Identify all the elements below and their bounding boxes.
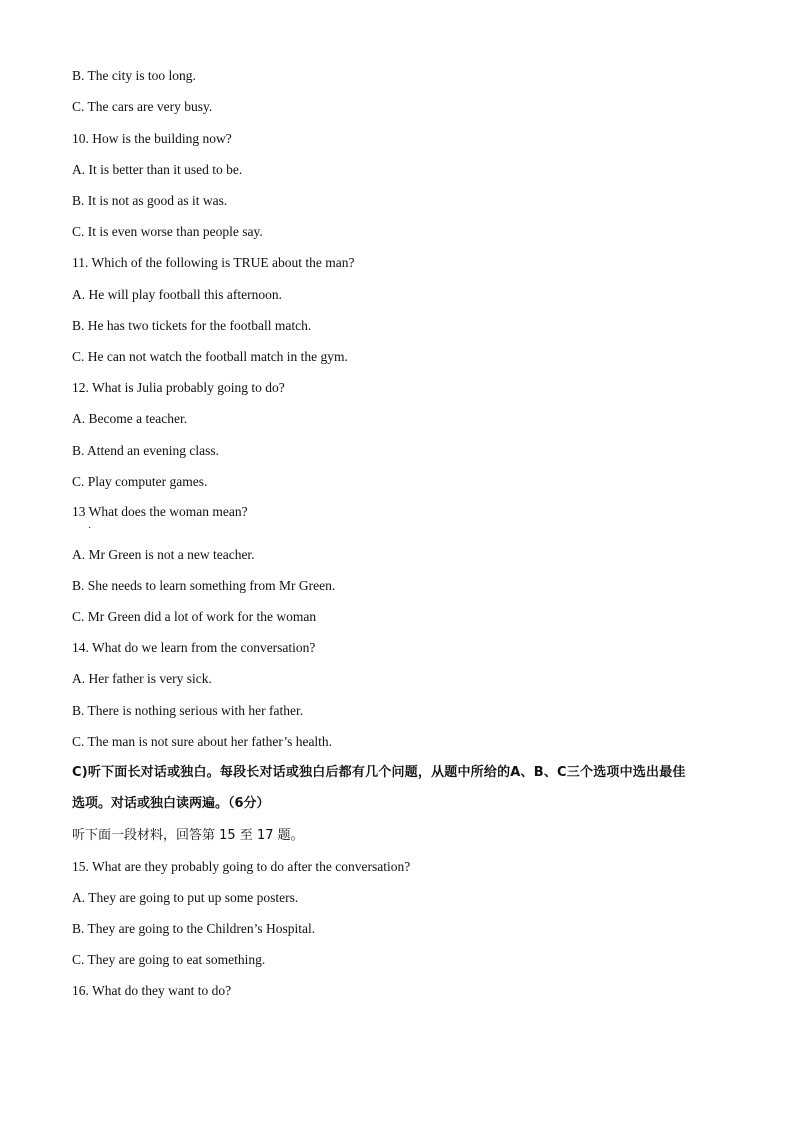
option-13a: A. Mr Green is not a new teacher. xyxy=(72,547,255,562)
question-12: 12. What is Julia probably going to do? xyxy=(72,380,285,395)
option-15c: C. They are going to eat something. xyxy=(72,952,266,967)
stray-mark: · xyxy=(88,523,92,534)
material-instruction: 听下面一段材料，回答第 15 至 17 题。 xyxy=(72,828,304,843)
option-10a: A. It is better than it used to be. xyxy=(72,162,243,177)
option-12c: C. Play computer games. xyxy=(72,474,208,489)
option-15b: B. They are going to the Children’s Hospital. xyxy=(72,921,316,936)
option-9c: C. The cars are very busy. xyxy=(72,99,213,114)
question-11: 11. Which of the following is TRUE about the man? xyxy=(72,255,355,270)
option-13c: C. Mr Green did a lot of work for the woman xyxy=(72,609,317,624)
question-13: 13 What does the woman mean? xyxy=(72,504,248,519)
option-10c: C. It is even worse than people say. xyxy=(72,224,263,239)
section-c-instructions-cont: 选项。对话或独白读两遍。（6分） xyxy=(72,796,270,811)
option-14b: B. There is nothing serious with her father. xyxy=(72,703,304,718)
option-11c: C. He can not watch the football match in the gym. xyxy=(72,349,348,364)
option-14c: C. The man is not sure about her father’s health. xyxy=(72,734,333,749)
option-9b: B. The city is too long. xyxy=(72,68,196,83)
option-12b: B. Attend an evening class. xyxy=(72,443,219,458)
option-15a: A. They are going to put up some posters. xyxy=(72,890,299,905)
question-16: 16. What do they want to do? xyxy=(72,983,232,998)
question-15: 15. What are they probably going to do after the conversation? xyxy=(72,859,411,874)
option-11b: B. He has two tickets for the football match. xyxy=(72,318,312,333)
option-14a: A. Her father is very sick. xyxy=(72,671,212,686)
option-13b: B. She needs to learn something from Mr Green. xyxy=(72,578,336,593)
option-11a: A. He will play football this afternoon. xyxy=(72,287,282,302)
question-10: 10. How is the building now? xyxy=(72,131,232,146)
option-10b: B. It is not as good as it was. xyxy=(72,193,228,208)
question-14: 14. What do we learn from the conversation? xyxy=(72,640,316,655)
option-12a: A. Become a teacher. xyxy=(72,411,188,426)
section-c-instructions: C)听下面长对话或独白。每段长对话或独白后都有几个问题，从题中所给的A、B、C三个选项中选出最佳 xyxy=(72,765,686,780)
